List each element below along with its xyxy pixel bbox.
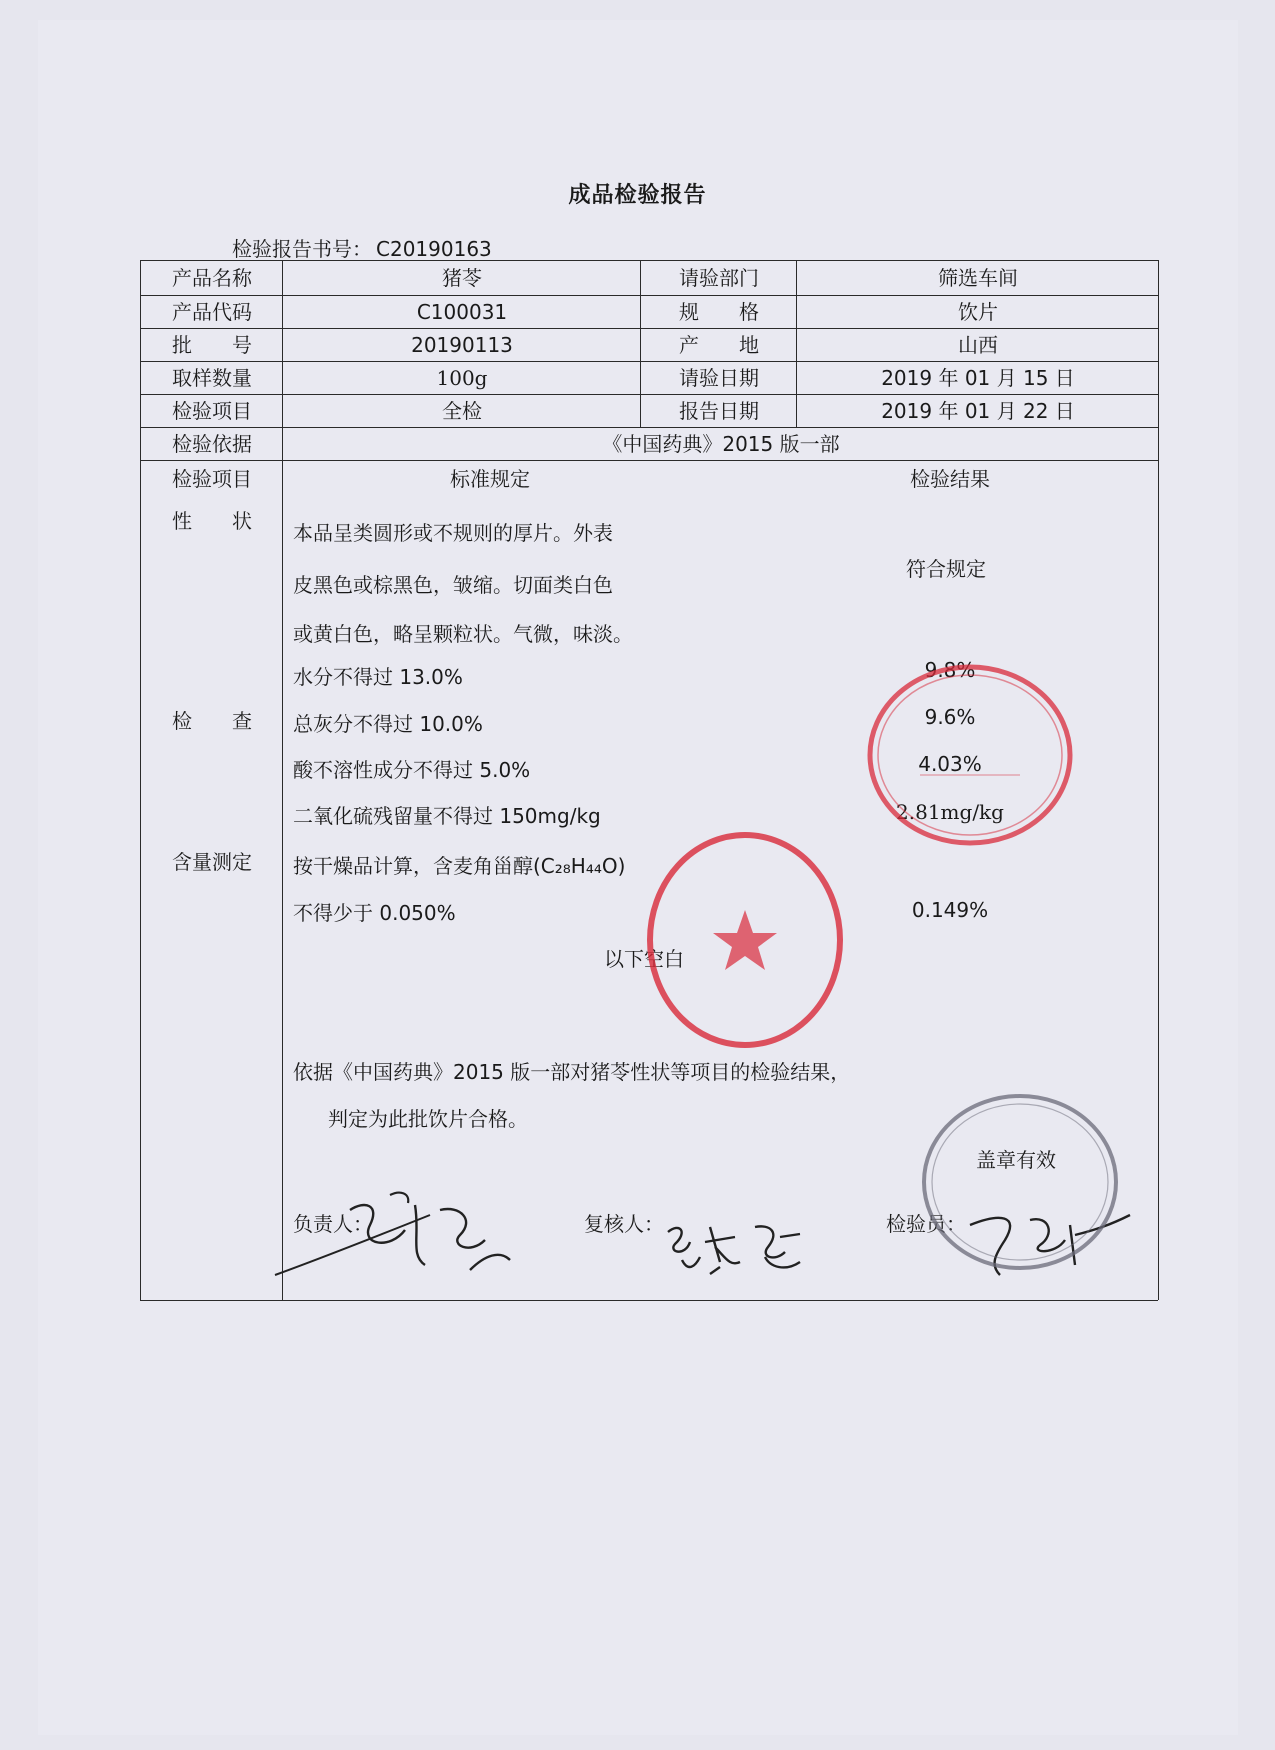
check-item: 水分不得过 13.0%	[293, 665, 463, 689]
assay-label: 含量测定	[172, 850, 252, 874]
report-number	[228, 233, 492, 262]
sample-qty-value: 100g	[436, 366, 488, 390]
origin-label: 产 地	[679, 333, 759, 357]
check-label: 检 查	[172, 709, 252, 733]
batch-no-value: 20190113	[411, 333, 513, 357]
page-title: 成品检验报告	[568, 183, 707, 208]
product-name-label: 产品名称	[172, 266, 252, 290]
report-date-label: 报告日期	[679, 399, 759, 423]
origin-value: 山西	[958, 333, 998, 357]
seal-note: 盖章有效	[976, 1148, 1056, 1172]
test-item-value: 全检	[442, 399, 482, 423]
check-result: 9.8%	[924, 658, 976, 682]
request-date-value: 2019 年 01 月 15 日	[881, 366, 1075, 390]
request-dept-label: 请验部门	[679, 266, 759, 290]
column-result-header: 检验结果	[910, 467, 990, 491]
basis-value: 《中国药典》2015 版一部	[602, 432, 840, 456]
inspector-label: 检验员：	[886, 1212, 966, 1236]
reviewer-label: 复核人：	[584, 1212, 664, 1236]
spec-label: 规 格	[679, 300, 759, 324]
character-line: 皮黑色或棕黑色，皱缩。切面类白色	[293, 573, 613, 597]
character-line: 本品呈类圆形或不规则的厚片。外表	[293, 521, 613, 545]
assay-result: 0.149%	[911, 898, 989, 922]
product-code-label: 产品代码	[172, 300, 252, 324]
conclusion-line: 依据《中国药典》2015 版一部对猪苓性状等项目的检验结果，	[293, 1060, 851, 1084]
request-dept-value: 筛选车间	[938, 266, 1018, 290]
check-item: 二氧化硫残留量不得过 150mg/kg	[293, 804, 601, 828]
report-date-value: 2019 年 01 月 22 日	[881, 399, 1075, 423]
test-item-label: 检验项目	[172, 399, 252, 423]
product-name-value: 猪苓	[442, 266, 482, 290]
sample-qty-label: 取样数量	[172, 366, 252, 390]
spec-value: 饮片	[958, 300, 998, 324]
batch-no-label: 批 号	[172, 333, 252, 357]
manager-label: 负责人：	[293, 1212, 373, 1236]
character-result: 符合规定	[906, 557, 986, 581]
check-result: 2.81mg/kg	[896, 800, 1004, 824]
conclusion-line: 判定为此批饮片合格。	[328, 1107, 528, 1131]
assay-line: 按干燥品计算，含麦角甾醇(C₂₈H₄₄O)	[293, 854, 626, 878]
character-line: 或黄白色，略呈颗粒状。气微，味淡。	[293, 622, 633, 646]
product-code-value: C100031	[416, 300, 508, 324]
column-item-header: 检验项目	[172, 467, 252, 491]
report-number-value: C20190163	[376, 237, 492, 261]
blank-note: 以下空白	[604, 947, 684, 971]
report-number-label: 检验报告书号：	[232, 237, 372, 261]
basis-label: 检验依据	[172, 432, 252, 456]
check-item: 酸不溶性成分不得过 5.0%	[293, 758, 531, 782]
column-standard-header: 标准规定	[450, 467, 530, 491]
check-item: 总灰分不得过 10.0%	[293, 712, 483, 736]
check-result: 9.6%	[924, 705, 976, 729]
assay-line: 不得少于 0.050%	[293, 901, 456, 925]
request-date-label: 请验日期	[679, 366, 759, 390]
character-label: 性 状	[172, 509, 252, 533]
check-result: 4.03%	[918, 752, 982, 776]
